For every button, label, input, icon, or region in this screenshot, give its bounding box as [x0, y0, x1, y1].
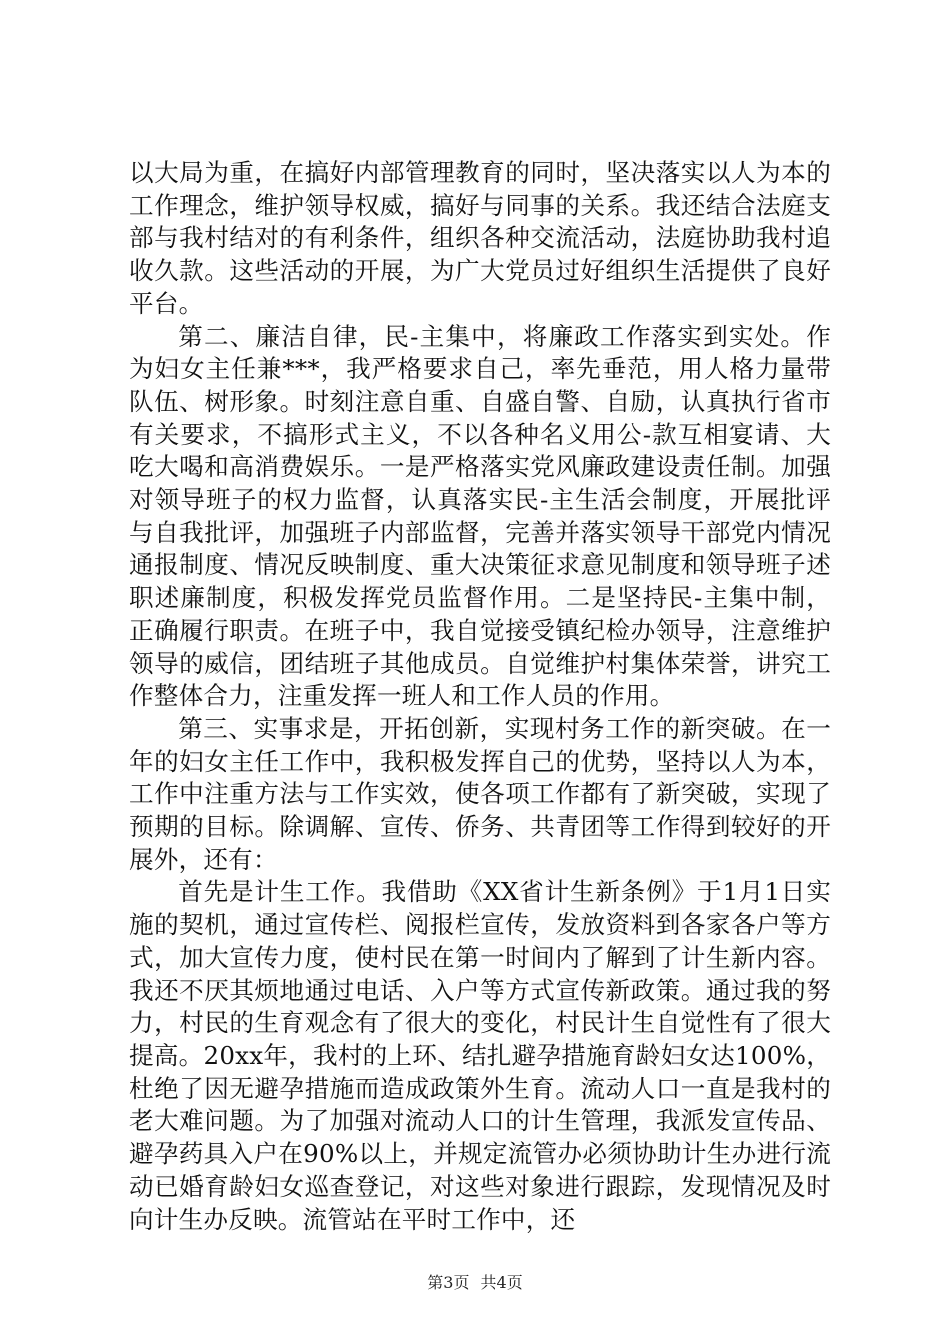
page-footer [0, 1273, 950, 1293]
paragraph-second: 第二、廉洁自律，民-主集中，将廉政工作落实到实处。作为妇女主任兼***，我严格要求自己，率先垂范，用人格力量带队伍、树形象。时刻注意自重、自盛自警、自励，认真执行省市有关要求，不搞形式主义，不以各种名义用公-款互相宴请、大吃大喝和高消费娱乐。一是严格落实党风廉政建设责任制。加强对领导班子的权力监督，认真落实民-主生活会制度，开展批评与自我批评，加强班子内部监督，完善并落实领导干部党内情况通报制度、情况反映制度、重大决策征求意见制度和领导班子述职述廉制度，积极发挥党员监督作用。二是坚持民-主集中制，正确履行职责。在班子中，我自觉接受镇纪检办领导，注意维护领导的威信，团结班子其他成员。自觉维护村集体荣誉，讲究工作整体合力，注重发挥一班人和工作人员的作用。 [129, 321, 831, 711]
page-number: 第3页 [427, 1273, 470, 1292]
paragraph-intro: 以大局为重，在搞好内部管理教育的同时，坚决落实以人为本的工作理念，维护领导权威，搞好与同事的关系。我还结合法庭支部与我村结对的有利条件，组织各种交流活动，法庭协助我村追收久款。这些活动的开展，为广大党员过好组织生活提供了良好平台。 [129, 158, 831, 318]
paragraph-family-planning: 首先是计生工作。我借助《XX省计生新条例》于1月1日实施的契机，通过宣传栏、阅报栏宣传，发放资料到各家各户等方式，加大宣传力度，使村民在第一时间内了解到了计生新内容。我还不厌其烦地通过电话、入户等方式宣传新政策。通过我的努力，村民的生育观念有了很大的变化，村民计生自觉性有了很大提高。20xx年，我村的上环、结扎避孕措施育龄妇女达100%，杜绝了因无避孕措施而造成政策外生育。流动人口一直是我村的老大难问题。为了加强对流动人口的计生管理，我派发宣传品、避孕药具入户在90%以上，并规定流管办必须协助计生办进行流动已婚育龄妇女巡查登记，对这些对象进行跟踪，发现情况及时向计生办反映。流管站在平时工作中，还 [129, 877, 831, 1234]
page-total: 共4页 [480, 1273, 523, 1292]
paragraph-third: 第三、实事求是，开拓创新，实现村务工作的新突破。在一年的妇女主任工作中，我积极发挥自己的优势，坚持以人为本，工作中注重方法与工作实效，使各项工作都有了新突破，实现了预期的目标。除调解、宣传、侨务、共青团等工作得到较好的开展外，还有： [129, 713, 831, 874]
document-body [129, 157, 831, 1236]
